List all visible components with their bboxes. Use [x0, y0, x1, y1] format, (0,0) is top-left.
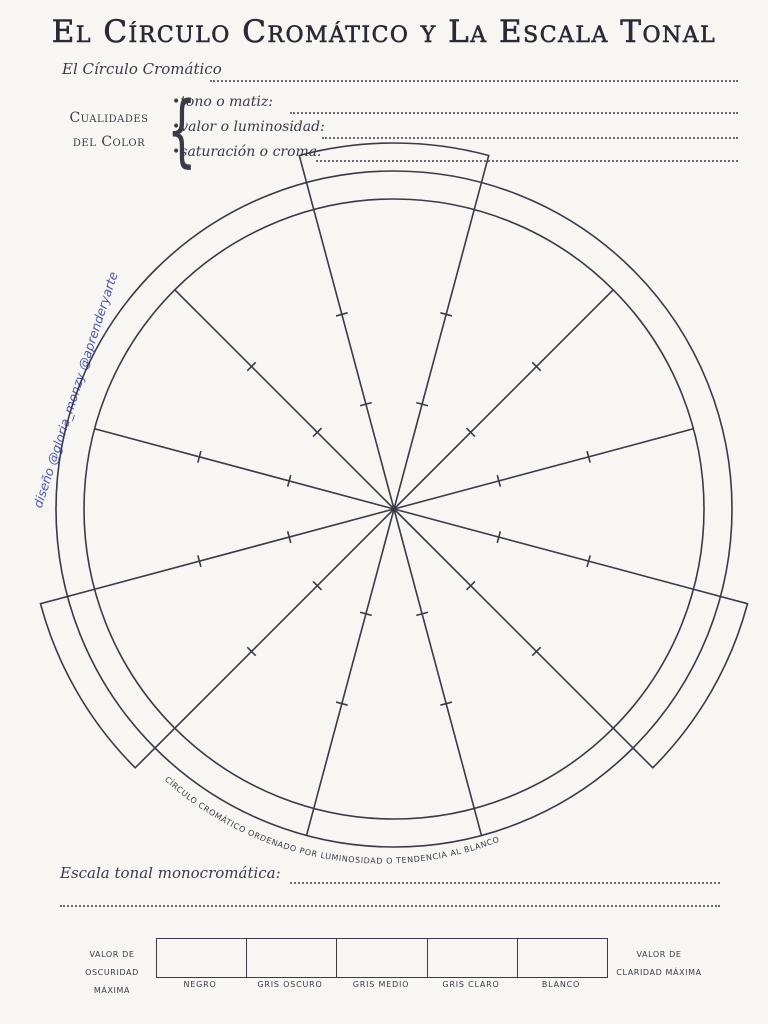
wheel-caption: Círculo cromático ordenado por luminosidad o tendencia al blanco: [162, 774, 501, 866]
scale-left-label-line1: VALOR DE: [89, 950, 135, 959]
scale-left-label: [70, 946, 154, 1000]
quality-item-tono: •tono o matiz:: [172, 94, 273, 110]
qualities-heading-line1: Cualidades: [69, 110, 149, 126]
circle-line-label: El Círculo Cromático: [62, 60, 222, 78]
wheel-spoke: [175, 509, 394, 728]
wheel-spoke: [394, 210, 474, 509]
primary-tab-left: [40, 589, 174, 768]
tonal-scale: [156, 938, 608, 978]
scale-right-label-line2: CLARIDAD MÁXIMA: [616, 968, 702, 977]
wheel-spoke: [95, 509, 394, 589]
wheel-spoke: [394, 509, 613, 728]
wheel-spoke: [314, 210, 394, 509]
worksheet-title: El Círculo Cromático y La Escala Tonal: [51, 14, 717, 50]
scale-right-label: [614, 946, 704, 982]
scale-cell-label-gris-oscuro: GRIS OSCURO: [257, 980, 323, 989]
wheel-spoke: [394, 429, 693, 509]
scale-cell-gris-oscuro[interactable]: [247, 939, 337, 977]
scale-cell-label-blanco: BLANCO: [541, 980, 581, 989]
qualities-heading-line2: del Color: [72, 134, 146, 150]
wheel-spoke: [314, 509, 394, 808]
scale-cell-label-gris-medio: GRIS MEDIO: [352, 980, 410, 989]
wheel-spoke: [394, 509, 693, 589]
designer-signature: diseño @gloria_monzy @aprenderyarte: [30, 269, 121, 510]
quality-item-saturacion: •saturación o croma:: [172, 144, 322, 160]
scale-answer-line-1[interactable]: [290, 882, 720, 884]
scale-left-label-line2: OSCURIDAD MÁXIMA: [85, 968, 139, 995]
scale-cell-label-gris-claro: GRIS CLARO: [442, 980, 500, 989]
wheel-spoke: [175, 290, 394, 509]
brace-icon: {: [166, 86, 197, 176]
ring-divider: [474, 808, 481, 835]
wheel-spoke: [95, 429, 394, 509]
quality-item-valor: •valor o luminosidad:: [172, 119, 325, 135]
scale-cell-negro[interactable]: [157, 939, 247, 977]
scale-cell-label-negro: NEGRO: [183, 980, 217, 989]
scale-answer-line-2[interactable]: [60, 905, 720, 907]
scale-cell-gris-claro[interactable]: [428, 939, 518, 977]
wheel-spoke: [394, 290, 613, 509]
scale-label: Escala tonal monocromática:: [60, 864, 281, 882]
scale-right-label-line1: VALOR DE: [636, 950, 682, 959]
scale-cell-gris-medio[interactable]: [337, 939, 427, 977]
wheel-spoke: [394, 509, 474, 808]
primary-tab-right: [613, 589, 747, 768]
ring-divider: [307, 808, 314, 835]
scale-cell-blanco[interactable]: [518, 939, 607, 977]
